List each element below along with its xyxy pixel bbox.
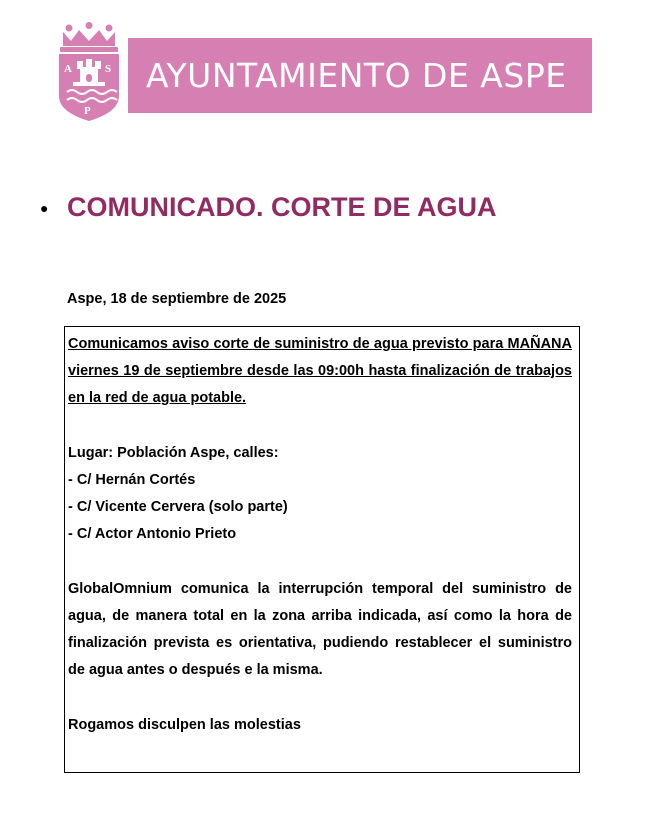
spacer [68,549,572,576]
svg-text:A: A [64,63,72,75]
svg-text:S: S [105,63,112,75]
notice-body: GlobalOmnium comunica la interrupción temporal del suministro de agua, de manera total en la zona arriba indicada, así como la hora de finalización prevista es orientativa, pudiendo restablecer el suministro de agua antes o después e la misma. [68,580,572,679]
spacer [68,413,572,440]
street-item: - C/ Hernán Cortés [68,472,196,488]
notice-box [64,326,580,773]
header-banner [128,38,592,113]
spacer [68,685,572,712]
location-label: Lugar: Población Aspe, calles: [68,444,279,461]
banner-title: AYUNTAMIENTO DE ASPE [146,56,567,95]
street-item: - C/ Vicente Cervera (solo parte) [68,499,288,516]
headline-item [40,192,497,223]
svg-text:P: P [84,105,91,117]
date-line: Aspe, 18 de septiembre de 2025 [67,291,287,307]
notice-lead: Comunicamos aviso corte de suministro de agua previsto para MAÑANA viernes 19 de septiembre desde las 09:00h hasta finalización de trabajos en la red de agua potable. [68,336,572,407]
street-item: - C/ Actor Antonio Prieto [68,526,237,543]
notice-closing: Rogamos disculpen las molestias [68,716,301,733]
aspe-coat-of-arms-icon [55,22,123,122]
page-title: COMUNICADO. CORTE DE AGUA [67,192,497,222]
bullet-icon: ● [40,199,49,216]
